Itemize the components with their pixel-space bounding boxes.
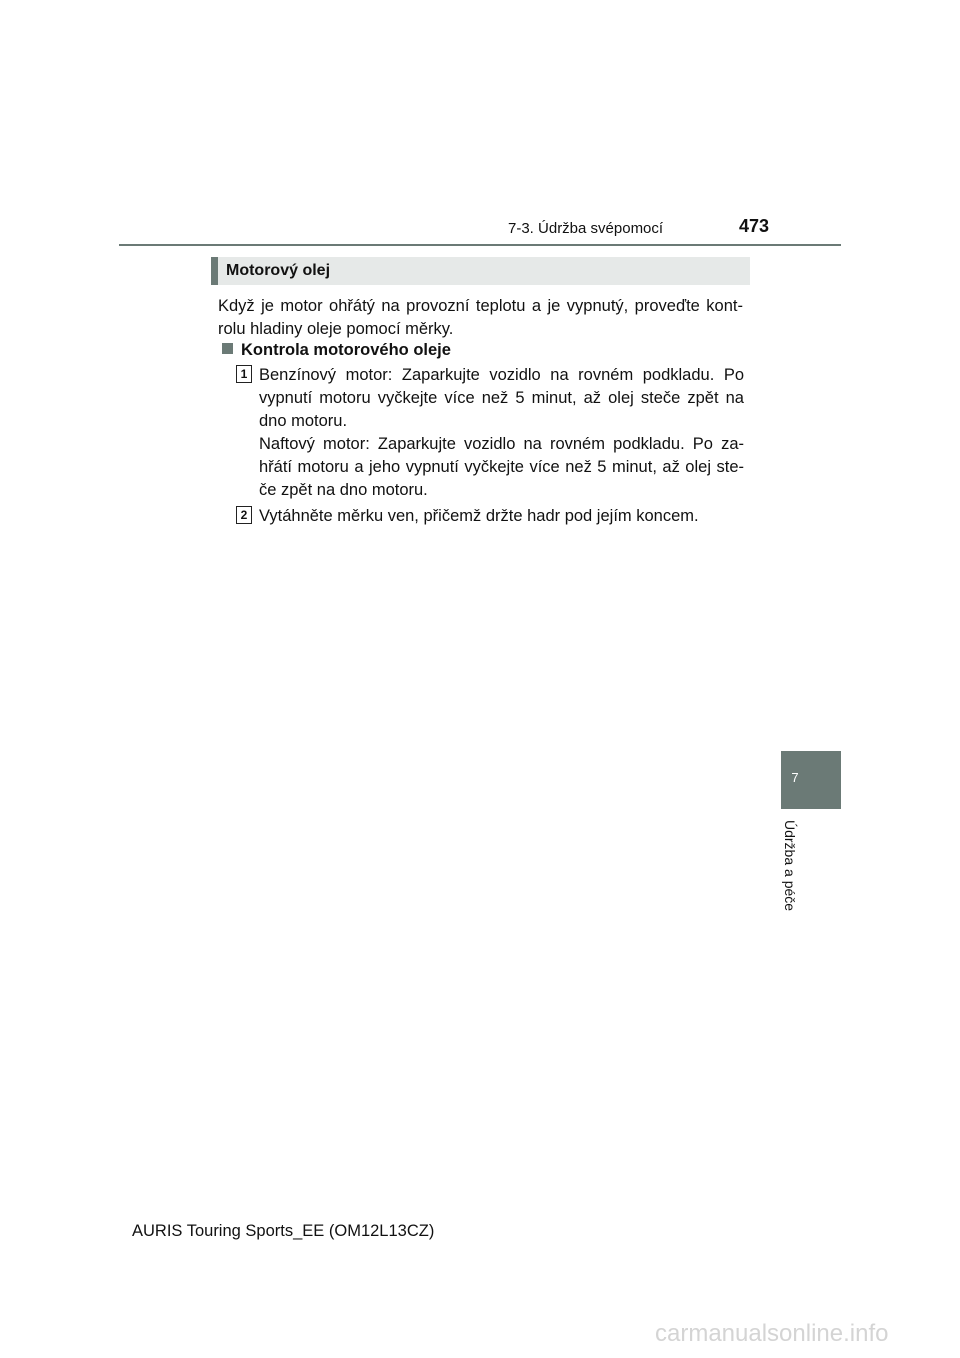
header-divider [119, 244, 841, 246]
step-2-text: Vytáhněte měrku ven, přičemž držte hadr pod jejím koncem. [259, 507, 699, 525]
chapter-tab-label: Údržba a péče [782, 820, 798, 912]
footer-model: AURIS Touring Sports_EE (OM12L13CZ) [132, 1222, 435, 1240]
step-1-text-petrol: Benzínový motor: Zaparkujte vozidlo na rovném podkladu. Po vypnutí motoru vyčkejte více než 5 minut, až olej steče zpět na dno motoru. [259, 366, 744, 430]
step-1-text-diesel: Naftový motor: Zaparkujte vozidlo na rovném podkladu. Po za-hřátí motoru a jeho vypnutí vyčkejte více než 5 minut, až olej ste-če zpět na dno motoru. [259, 435, 744, 499]
section-title: Motorový olej [226, 262, 331, 279]
chapter-tab-number: 7 [791, 770, 799, 785]
square-bullet-icon [222, 343, 233, 354]
subheading-text: Kontrola motorového oleje [241, 341, 451, 359]
step-1-badge: 1 [236, 365, 252, 383]
header-section-title: 7-3. Údržba svépomocí [508, 220, 664, 237]
intro-paragraph: Když je motor ohřátý na provozní teplotu a je vypnutý, proveďte kont-rolu hladiny oleje pomocí měrky. [218, 297, 743, 338]
watermark: carmanualsonline.info [655, 1320, 889, 1347]
step-2-badge: 2 [236, 506, 252, 524]
section-title-accent [211, 257, 218, 285]
subheading [222, 341, 451, 360]
page-number: 473 [739, 216, 770, 236]
